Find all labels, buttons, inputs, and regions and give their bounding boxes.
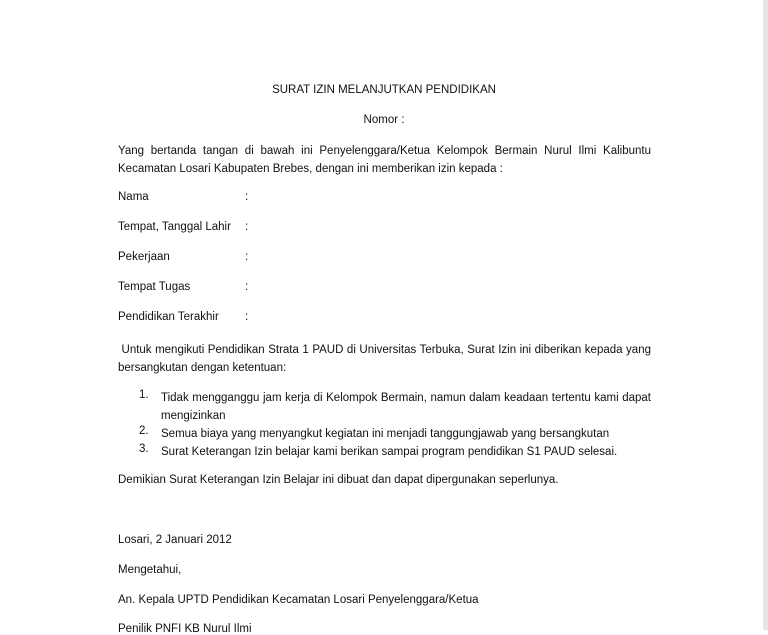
- purpose-paragraph: Untuk mengikuti Pendidikan Strata 1 PAUD di Universitas Terbuka, Surat Izin ini diberikan kepada yang bersangkutan dengan ketentuan:: [118, 344, 655, 374]
- field-colon: :: [245, 251, 249, 263]
- list-item: Semua biaya yang menyangkut kegiatan ini menjadi tanggungjawab yang bersangkutan: [161, 428, 610, 440]
- list-number: 2.: [139, 425, 149, 437]
- opening-paragraph: Yang bertanda tangan di bawah ini Penyelenggara/Ketua Kelompok Bermain Nurul Ilmi Kalibuntu Kecamatan Losari Kabupaten Brebes, dengan ini memberikan izin kepada :: [118, 145, 651, 175]
- field-colon: :: [245, 311, 249, 323]
- field-label-tempat-tanggal-lahir: Tempat, Tanggal Lahir: [118, 221, 231, 233]
- field-label-pekerjaan: Pekerjaan: [118, 251, 170, 263]
- document-title: SURAT IZIN MELANJUTKAN PENDIDIKAN: [272, 84, 496, 96]
- list-number: 1.: [139, 389, 149, 401]
- field-colon: :: [245, 281, 249, 293]
- field-label-nama: Nama: [118, 191, 149, 203]
- signatory-line: An. Kepala UPTD Pendidikan Kecamatan Losari Penyelenggara/Ketua: [118, 594, 479, 606]
- field-colon: :: [245, 191, 249, 203]
- document-number: Nomor :: [363, 114, 405, 126]
- cut-off-line: Penilik PNFI KB Nurul Ilmi: [118, 623, 252, 635]
- list-number: 3.: [139, 443, 149, 455]
- field-label-tempat-tugas: Tempat Tugas: [118, 281, 191, 293]
- acknowledged-label: Mengetahui,: [118, 564, 182, 576]
- list-item: Surat Keterangan Izin belajar kami berikan sampai program pendidikan S1 PAUD selesai.: [161, 446, 618, 458]
- field-colon: :: [245, 221, 249, 233]
- field-label-pendidikan-terakhir: Pendidikan Terakhir: [118, 311, 219, 323]
- list-item: Tidak mengganggu jam kerja di Kelompok Bermain, namun dalam keadaan tertentu kami dapat mengizinkan: [161, 392, 651, 422]
- closing-sentence: Demikian Surat Keterangan Izin Belajar ini dibuat dan dapat dipergunakan seperlunya.: [118, 474, 559, 486]
- place-date: Losari, 2 Januari 2012: [118, 534, 232, 546]
